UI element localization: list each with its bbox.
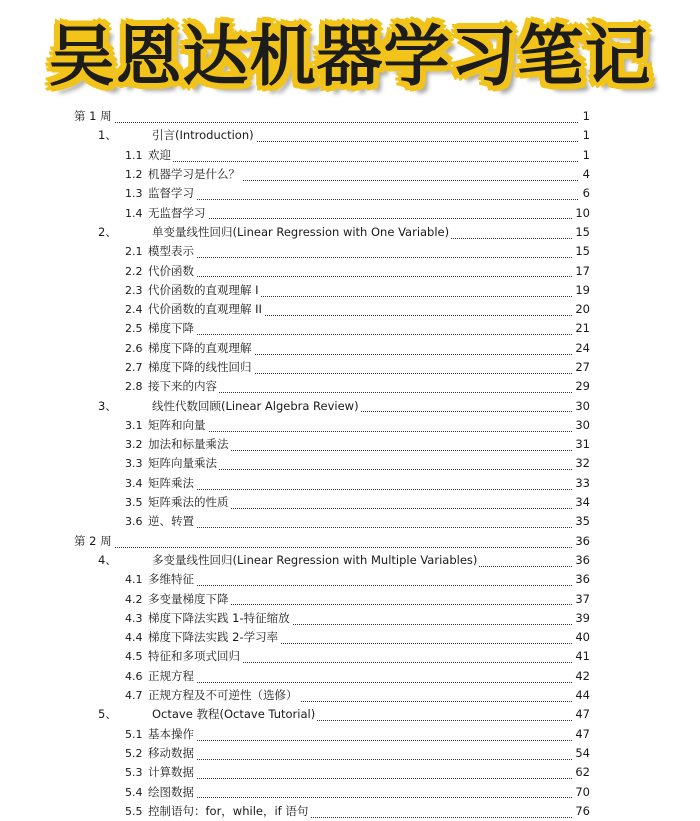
toc-entry-title: 线性代数回顾(Linear Algebra Review) [152,397,361,416]
toc-entry-number: 3.6 [125,515,143,529]
toc-entry-title: 逆、转置 [148,512,196,531]
toc-entry-page-number: 41 [573,647,590,666]
dot-leader [148,199,588,219]
toc-entry-number: 5.3 [125,766,143,780]
toc-entry-number: 5.5 [125,804,143,818]
toc-entry-number: 1.3 [125,187,143,201]
toc-entry-number: 3、 [98,398,117,413]
toc-entry-page-number: 31 [573,435,590,454]
toc-entry-title: 梯度下降 [148,319,196,338]
toc-entry-page-number: 29 [573,377,590,396]
toc-entry-title: 多维特征 [148,570,196,589]
toc-entry-page-number: 15 [573,242,590,261]
toc-entry-title: Octave 教程(Octave Tutorial) [152,705,317,724]
toc-entry-number: 4.2 [125,592,143,606]
toc-entry-page-number: 30 [573,397,590,416]
toc-entry-page-number: 20 [573,300,590,319]
toc-entry-page-number: 36 [573,551,590,570]
toc-entry-number: 1.4 [125,206,143,220]
toc-entry-page-number: 1 [578,126,590,145]
toc-entry-page-number: 40 [573,628,590,647]
toc-entry-number: 4.5 [125,650,143,664]
toc-entry-title: 正规方程 [148,667,196,686]
toc-entry-page-number: 39 [573,609,590,628]
toc-entry-title: 加法和标量乘法 [148,435,231,454]
toc-entry[interactable] [0,551,700,570]
toc-entry-title: 接下来的内容 [148,377,219,396]
toc-entry-title: 梯度下降法实践 2-学习率 [148,628,280,647]
toc-entry-number: 5.2 [125,746,143,760]
toc-entry-title: 多变量梯度下降 [148,590,231,609]
toc-entry-number: 1.2 [125,168,143,182]
toc-entry-title: 多变量线性回归(Linear Regression with Multiple Variables) [152,551,479,570]
dot-leader [148,257,588,277]
toc-entry-title: 矩阵乘法的性质 [148,493,231,512]
toc-entry-title: 代价函数的直观理解 II [148,300,264,319]
toc-entry-number: 2.4 [125,303,143,317]
toc-entry-page-number: 1 [578,107,590,126]
toc-entry-page-number: 32 [573,454,590,473]
toc-entry-title: 移动数据 [148,744,196,763]
dot-leader [148,740,588,760]
toc-entry-number: 1、 [98,128,117,143]
toc-entry-number: 2.6 [125,341,143,355]
title-banner [0,0,700,100]
toc-entry-page-number: 76 [573,802,590,821]
toc-entry-title: 模型表示 [148,242,196,261]
toc-entry-title: 矩阵乘法 [148,474,196,493]
toc-entry-title: 正规方程及不可逆性（选修） [148,686,300,705]
toc-entry-title: 代价函数的直观理解 I [148,281,261,300]
toc-entry-page-number: 37 [573,590,590,609]
toc-entry-title: 矩阵和向量 [148,416,208,435]
toc-entry-number: 1.1 [125,148,143,162]
toc-entry-page-number: 44 [573,686,590,705]
toc-entry[interactable] [0,396,700,415]
toc-entry-title: 绘图数据 [148,783,196,802]
dot-leader [108,103,588,123]
toc-entry-title: 单变量线性回归(Linear Regression with One Variable) [152,223,451,242]
toc-entry-number: 4.3 [125,611,143,625]
toc-entry-page-number: 36 [573,532,590,551]
toc-entry-title: 梯度下降的直观理解 [148,339,254,358]
toc-entry-page-number: 33 [573,474,590,493]
toc-entry-page-number: 27 [573,358,590,377]
toc-entry-page-number: 6 [578,184,590,203]
toc-entry-number: 3.3 [125,457,143,471]
toc-entry-page-number: 17 [573,262,590,281]
toc-entry-page-number: 34 [573,493,590,512]
toc-entry-title: 矩阵向量乘法 [148,454,219,473]
toc-entry-number: 2.8 [125,380,143,394]
toc-entry-page-number: 62 [573,763,590,782]
toc-entry-page-number: 19 [573,281,590,300]
toc-entry-number: 5.1 [125,727,143,741]
toc-entry-number: 4.1 [125,573,143,587]
toc-entry-page-number: 1 [578,146,590,165]
toc-entry-page-number: 70 [573,783,590,802]
toc-entry-number: 3.2 [125,438,143,452]
toc-entry-number: 2.3 [125,283,143,297]
toc-entry-number: 4.7 [125,689,143,703]
page-title: 吴恩达机器学习笔记 [48,17,652,95]
toc-entry-page-number: 47 [573,725,590,744]
toc-entry-page-number: 24 [573,339,590,358]
toc-entry-number: 2.2 [125,264,143,278]
toc-entry-title: 监督学习 [148,184,196,203]
toc-entry-page-number: 15 [573,223,590,242]
toc-entry-number: 5.4 [125,785,143,799]
toc-entry-page-number: 10 [573,204,590,223]
toc-entry-title: 梯度下降的线性回归 [148,358,254,377]
dot-leader [148,778,588,798]
toc-entry-title: 无监督学习 [148,204,208,223]
toc-entry-page-number: 4 [578,165,590,184]
toc-entry-page-number: 30 [573,416,590,435]
toc-entry-number: 2.7 [125,361,143,374]
dot-leader [148,759,588,779]
toc-entry-title: 计算数据 [148,763,196,782]
toc-entry[interactable] [0,223,700,242]
toc-entry-title: 特征和多项式回归 [148,647,242,666]
toc-entry-title: 代价函数 [148,262,196,281]
toc-entry-title: 基本操作 [148,725,196,744]
toc-entry-number: 2.5 [125,322,143,336]
toc-entry-number: 3.5 [125,496,143,510]
toc-entry-title: 机器学习是什么？ [148,165,242,184]
toc-entry-page-number: 36 [573,570,590,589]
toc-entry-page-number: 35 [573,512,590,531]
toc-entry-number: 2、 [98,224,117,239]
toc-entry-title: 欢迎 [148,146,173,165]
table-of-contents [0,107,700,821]
toc-entry-title: 引言(Introduction) [152,126,256,145]
toc-entry-page-number: 21 [573,319,590,338]
toc-entry-title: 第 1 周 [74,107,114,126]
toc-entry-number: 4、 [98,552,117,567]
toc-entry-number: 3.1 [125,418,143,432]
toc-entry-page-number: 42 [573,667,590,686]
toc-entry-title: 控制语句：for，while，if 语句 [148,802,310,821]
toc-entry-number: 5、 [98,707,117,722]
toc-entry-number: 2.1 [125,245,143,259]
toc-entry-number: 4.6 [125,669,143,683]
toc-entry[interactable] [0,802,700,821]
toc-entry-title: 第 2 周 [74,532,114,551]
toc-entry-page-number: 47 [573,705,590,724]
toc-entry-number: 4.4 [125,631,143,645]
toc-entry-page-number: 54 [573,744,590,763]
toc-entry-title: 梯度下降法实践 1-特征缩放 [148,609,292,628]
toc-entry-number: 3.4 [125,476,143,490]
